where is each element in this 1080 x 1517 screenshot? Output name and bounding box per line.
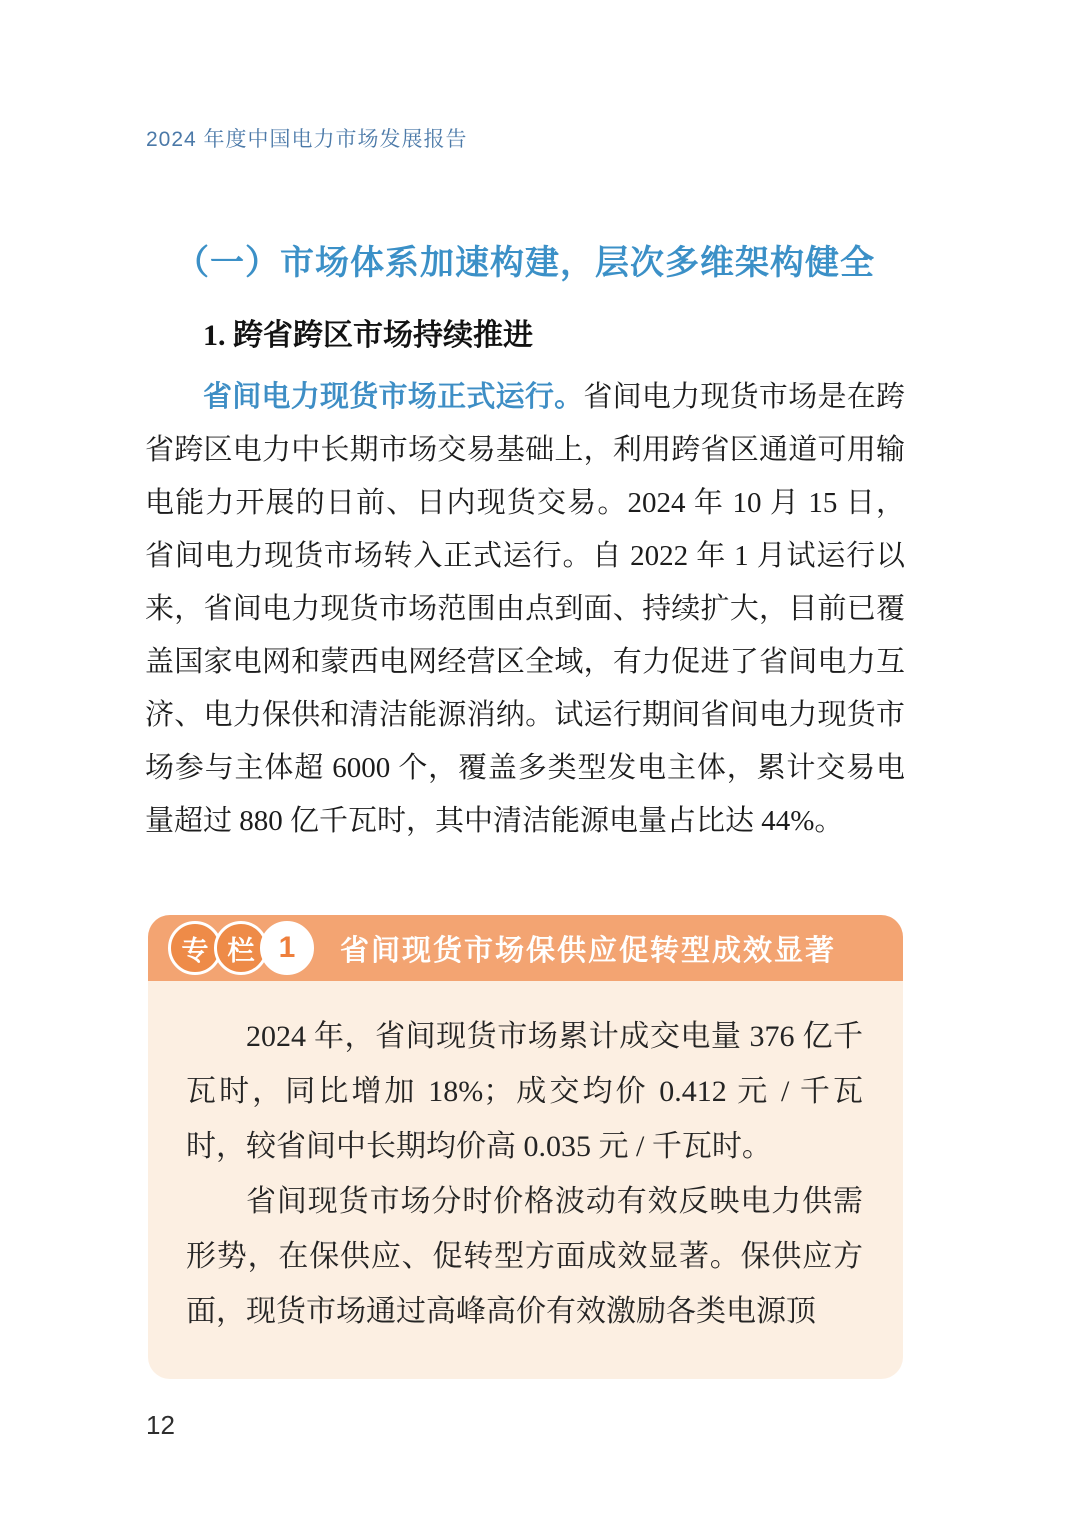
running-header: 2024 年度中国电力市场发展报告 [146, 128, 468, 151]
callout-paragraph-2: 省间现货市场分时价格波动有效反映电力供需形势，在保供应、促转型方面成效显著。保供应方面，现货市场通过高峰高价有效激励各类电源顶 [186, 1185, 863, 1328]
body-paragraph [145, 371, 905, 848]
page-number: 12 [146, 1410, 175, 1440]
paragraph-text: 省间电力现货市场是在跨省跨区电力中长期市场交易基础上，利用跨省区通道可用输电能力开展的日前、日内现货交易。2024 年 10 月 15 日，省间电力现货市场转入正式运行。自 2022 年 1 月试运行以来，省间电力现货市场范围由点到面、持续扩大，目前已覆盖国家电网和蒙西电网经营区全域，有力促进了省间电力互济、电力保供和清洁能源消纳。试运行期间省间电力现货市场参与主体超 6000 个，覆盖多类型发电主体，累计交易电量超过 880 亿千瓦时，其中清洁能源电量占比达 44%。 [145, 381, 905, 837]
callout-title: 省间现货市场保供应促转型成效显著 [340, 934, 837, 967]
badge-circle-number: 1 [260, 921, 314, 975]
callout-body [148, 981, 903, 1379]
callout-paragraph-1: 2024 年，省间现货市场累计成交电量 376 亿千瓦时，同比增加 18%；成交均价 0.412 元 / 千瓦时，较省间中长期均价高 0.035 元 / 千瓦时。 [186, 1020, 863, 1163]
paragraph-lead-in: 省间电力现货市场正式运行。 [203, 381, 584, 413]
callout-box [148, 915, 903, 1379]
section-subheading: 1. 跨省跨区市场持续推进 [203, 319, 533, 352]
badge-circle-lan: 栏 [214, 921, 268, 975]
section-heading: （一）市场体系加速构建，层次多维架构健全 [175, 244, 875, 282]
column-badge [168, 921, 314, 975]
callout-header [148, 915, 903, 981]
badge-circle-zhuan: 专 [168, 921, 222, 975]
